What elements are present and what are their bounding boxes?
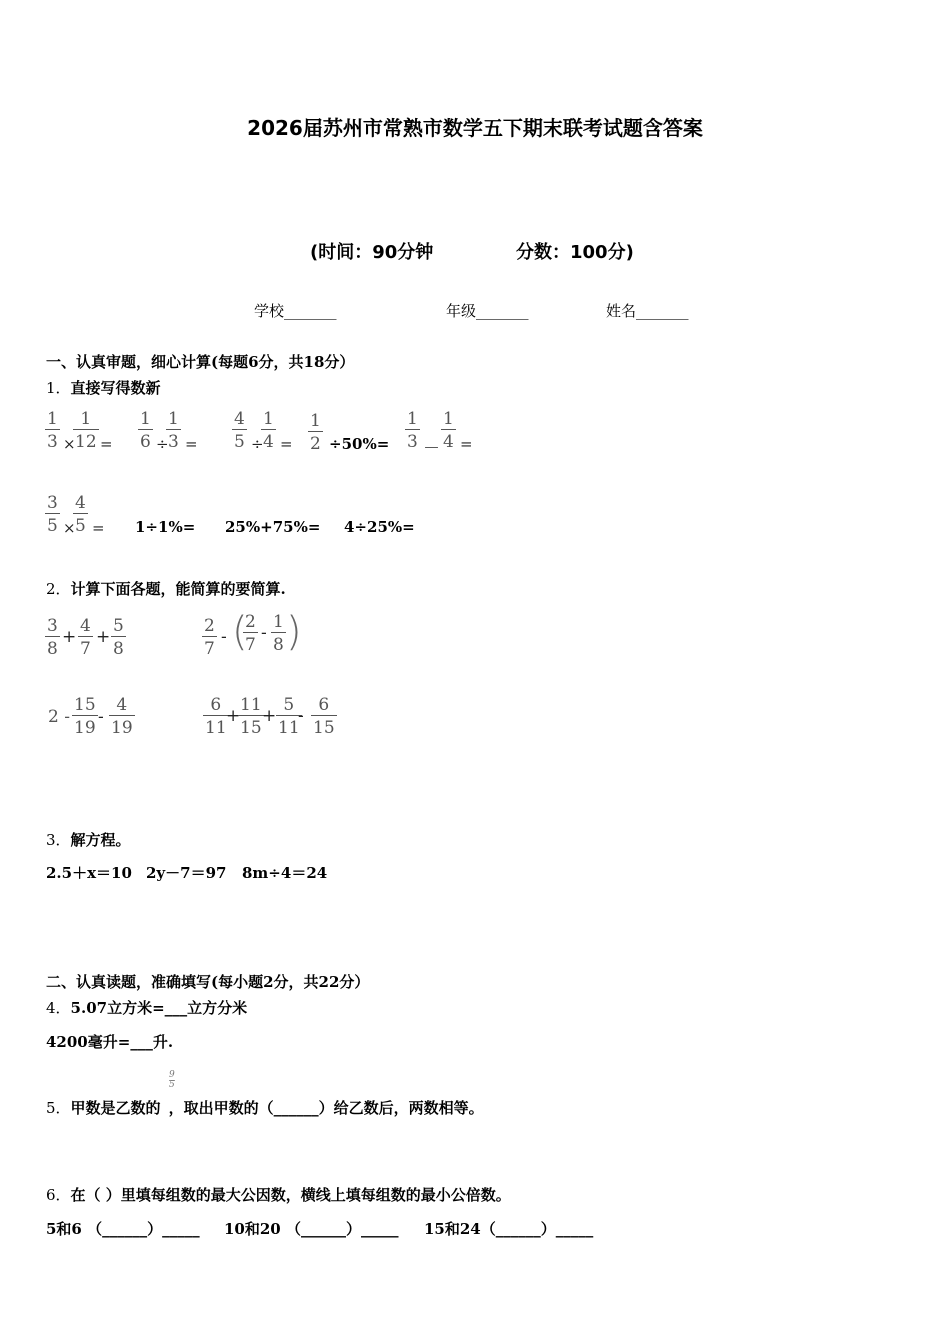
section-1-heading: 一、认真审题，细心计算(每题6分，共18分） [46, 353, 355, 371]
operator: - [261, 623, 267, 643]
equals: = [460, 435, 473, 453]
question-number: 2． [46, 580, 71, 598]
denominator: 8 [111, 636, 126, 659]
numerator: 6 [210, 695, 222, 715]
fill-item: 5和6 （______）_____ [46, 1220, 200, 1238]
question-number: 3． [46, 831, 71, 849]
numerator: 5 [113, 616, 124, 636]
fraction [73, 493, 88, 536]
question-4-line-2: 4200毫升=___升. [46, 1033, 174, 1051]
operator: + [62, 627, 77, 647]
denominator: 5 [169, 1080, 175, 1090]
expression: 4÷25%= [344, 518, 415, 536]
fill-item: 10和20 （______）_____ [224, 1220, 399, 1238]
denominator: 4 [441, 429, 456, 452]
fraction [45, 493, 60, 536]
fraction [238, 695, 264, 738]
denominator: 7 [78, 636, 93, 659]
numerator: 1 [310, 411, 321, 431]
operator: + [96, 627, 111, 647]
denominator: 3 [166, 429, 181, 452]
left-paren: ( [232, 609, 248, 655]
fraction [405, 409, 420, 452]
question-text-before: 甲数是乙数的 [70, 1099, 161, 1117]
numerator: 11 [240, 695, 262, 715]
fraction [72, 695, 98, 738]
numerator: 4 [234, 409, 245, 429]
equation: 2.5＋x＝10 [46, 864, 132, 882]
fraction [308, 411, 323, 454]
denominator: 5 [232, 429, 247, 452]
numerator: 3 [47, 616, 58, 636]
operator: ÷ [156, 435, 169, 453]
question-4 [46, 997, 247, 1018]
denominator: 2 [308, 431, 323, 454]
question-3 [46, 829, 131, 850]
equation: 8m÷4＝24 [242, 864, 328, 882]
equals: = [100, 435, 113, 453]
section-2-heading: 二、认真读题，准确填写(每小题2分，共22分） [46, 973, 370, 991]
operator: - [221, 627, 227, 647]
numerator: 4 [116, 695, 128, 715]
operator: × [63, 519, 76, 537]
question-5 [46, 1097, 484, 1118]
operator: - [98, 707, 104, 727]
leading-term: 2 - [48, 707, 70, 727]
denominator: 8 [45, 636, 60, 659]
numerator: 1 [273, 612, 284, 632]
question-text: 5.07立方米=___立方分米 [70, 999, 248, 1017]
question-text-after: ，取出甲数的（______）给乙数后，两数相等。 [168, 1099, 484, 1117]
numerator: 5 [283, 695, 295, 715]
equals: = [92, 519, 105, 537]
time-label: (时间：90分钟 [310, 242, 434, 263]
denominator: 6 [138, 429, 153, 452]
operator: ÷ [251, 435, 264, 453]
score-label: 分数：100分) [516, 242, 634, 263]
denominator: 11 [203, 715, 229, 738]
question-number: 1． [46, 379, 71, 397]
denominator: 8 [271, 632, 286, 655]
expression: 1÷1%= [135, 518, 196, 536]
numerator: 1 [263, 409, 274, 429]
denominator: 7 [243, 632, 258, 655]
question-text: 直接写得数新 [70, 379, 161, 397]
denominator: 7 [202, 636, 217, 659]
question-text: 解方程。 [70, 831, 131, 849]
numerator: 3 [47, 493, 58, 513]
denominator: 19 [72, 715, 98, 738]
numerator: 1 [47, 409, 58, 429]
question-1 [46, 377, 161, 398]
fraction [45, 616, 60, 659]
name-field: 姓名_______ [606, 302, 689, 320]
grade-field: 年级_______ [446, 302, 529, 320]
question-number: 5． [46, 1099, 71, 1117]
numerator: 1 [407, 409, 418, 429]
numerator: 6 [318, 695, 330, 715]
denominator: 19 [109, 715, 135, 738]
denominator: 5 [73, 513, 88, 536]
question-6 [46, 1184, 511, 1205]
small-fraction [169, 1071, 175, 1090]
right-paren: ) [286, 609, 302, 655]
question-text: 计算下面各题，能简算的要简算. [70, 580, 286, 598]
fraction [441, 409, 456, 452]
numerator: 1 [140, 409, 151, 429]
fraction [261, 409, 276, 452]
fraction [111, 616, 126, 659]
denominator: 15 [311, 715, 337, 738]
numerator: 2 [204, 616, 215, 636]
operator: - [298, 706, 304, 726]
denominator: 12 [73, 429, 99, 452]
fraction [203, 695, 229, 738]
numerator: 9 [169, 1070, 175, 1080]
denominator: 15 [238, 715, 264, 738]
denominator: 3 [405, 429, 420, 452]
equals: = [280, 435, 293, 453]
denominator: 11 [276, 715, 302, 738]
fraction [271, 612, 286, 655]
question-text: 在（ ）里填每组数的最大公因数，横线上填每组数的最小公倍数。 [70, 1186, 511, 1204]
divide-percent: ÷50%= [329, 435, 390, 453]
equals: = [185, 435, 198, 453]
numerator: 1 [80, 409, 92, 429]
equation: 2y－7＝97 [146, 864, 227, 882]
fraction [243, 612, 258, 655]
numerator: 15 [74, 695, 96, 715]
fraction [166, 409, 181, 452]
fraction [138, 409, 153, 452]
numerator: 4 [75, 493, 86, 513]
numerator: 1 [168, 409, 179, 429]
fraction [45, 409, 60, 452]
numerator: 4 [80, 616, 91, 636]
page-title: 2026届苏州市常熟市数学五下期末联考试题含答案 [247, 116, 703, 140]
numerator: 2 [245, 612, 256, 632]
expression: 25%+75%= [225, 518, 321, 536]
question-2 [46, 578, 286, 599]
denominator: 3 [45, 429, 60, 452]
operator: × [63, 435, 76, 453]
fraction [73, 409, 99, 452]
fill-item: 15和24（______）_____ [424, 1220, 594, 1238]
denominator: 5 [45, 513, 60, 536]
question-number: 4． [46, 999, 71, 1017]
fraction [311, 695, 337, 738]
fraction [232, 409, 247, 452]
fraction [78, 616, 93, 659]
operator: + [262, 706, 277, 726]
numerator: 1 [443, 409, 454, 429]
school-field: 学校_______ [254, 302, 337, 320]
operator: － [423, 439, 440, 459]
operator: + [226, 706, 241, 726]
question-number: 6． [46, 1186, 71, 1204]
fraction [202, 616, 217, 659]
fraction [109, 695, 135, 738]
denominator: 4 [261, 429, 276, 452]
